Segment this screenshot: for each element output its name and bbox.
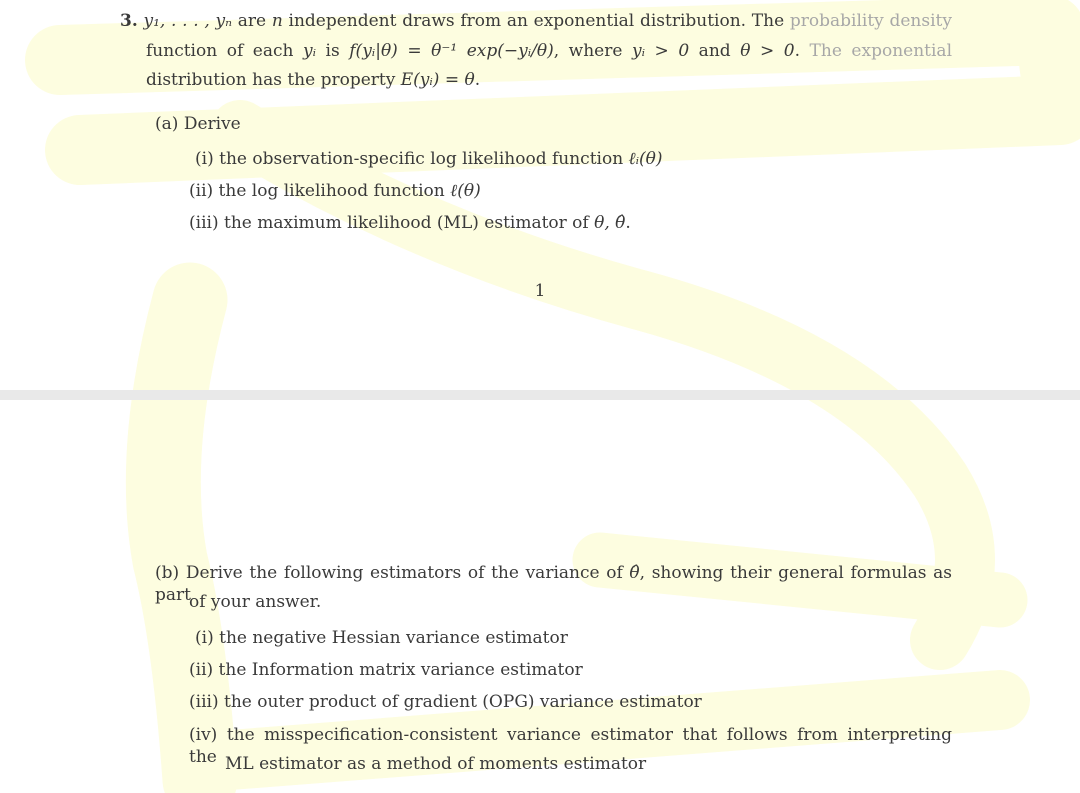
part-b-item-iii: [189, 691, 702, 713]
item-label: (i): [195, 628, 214, 648]
item-math: ℓᵢ(θ): [628, 149, 663, 169]
part-a-heading: [155, 113, 241, 135]
item-math: ℓ(θ): [450, 181, 481, 201]
part-b-item-ii: [189, 659, 583, 681]
intro-text: independent draws from an exponential distribution. The: [282, 11, 790, 31]
part-a-title: Derive: [183, 114, 241, 134]
part-a-item-ii: [189, 180, 481, 202]
faded-text: probability density: [789, 11, 952, 31]
math-condition-yi: yᵢ > 0: [631, 41, 690, 61]
page-divider: [0, 390, 1080, 400]
math-yi: yᵢ: [302, 41, 317, 61]
part-a-item-iii: [189, 212, 631, 234]
item-text: the observation-specific log likelihood function: [219, 149, 629, 169]
item-label: (ii): [189, 181, 214, 201]
part-b-label: (b): [155, 563, 180, 583]
question-intro-line-2: [146, 40, 952, 62]
item-tail: .: [625, 213, 631, 233]
item-math: θ, θ̂: [594, 213, 626, 233]
intro-text: , where: [553, 41, 632, 61]
page-number: 1: [534, 281, 546, 301]
item-text: the misspecification-consistent variance estimator that follows from interpreting the: [189, 725, 952, 767]
question-intro-line-1: [120, 10, 952, 32]
part-b-text: Derive the following estimators of the variance of: [185, 563, 630, 583]
math-expectation: E(yᵢ) = θ: [400, 70, 475, 90]
sample-size-n: n: [271, 11, 283, 31]
intro-text: .: [794, 41, 810, 61]
math-theta-hat: θ̂: [629, 563, 640, 583]
item-label: (iii): [189, 213, 219, 233]
part-b-item-i: [195, 627, 568, 649]
item-text: the maximum likelihood (ML) estimator of: [223, 213, 595, 233]
item-label: (iv): [189, 725, 218, 745]
item-label: (ii): [189, 660, 214, 680]
intro-text: is: [316, 41, 350, 61]
part-b-heading-line-2: of your answer.: [189, 592, 322, 612]
part-b-text-tail: , showing their general formulas as part: [155, 563, 952, 605]
intro-text: function of each: [146, 41, 303, 61]
question-number: 3.: [120, 11, 138, 31]
intro-text: are: [232, 11, 272, 31]
faded-text: The exponential: [809, 41, 953, 61]
math-condition-theta: θ > 0: [740, 41, 795, 61]
part-b-item-iv-continuation: ML estimator as a method of moments estimator: [225, 754, 647, 774]
item-label: (iii): [189, 692, 219, 712]
part-a-item-i: [195, 148, 663, 170]
item-text: the Information matrix variance estimator: [218, 660, 583, 680]
question-intro-line-3: [146, 69, 480, 91]
document-page-1: [0, 0, 1080, 390]
item-text: the log likelihood function: [218, 181, 451, 201]
item-label: (i): [195, 149, 214, 169]
item-text: the negative Hessian variance estimator: [219, 628, 568, 648]
part-a-label: (a): [155, 114, 179, 134]
intro-text: .: [474, 70, 481, 90]
item-text: the outer product of gradient (OPG) variance estimator: [223, 692, 702, 712]
document-page-2: [0, 400, 1080, 793]
variables-y-list: y₁, . . . , yₙ: [143, 11, 233, 31]
math-density-function: f(yᵢ|θ) = θ⁻¹ exp(−yᵢ/θ): [349, 41, 554, 61]
intro-text: and: [689, 41, 741, 61]
intro-text: distribution has the property: [146, 70, 401, 90]
